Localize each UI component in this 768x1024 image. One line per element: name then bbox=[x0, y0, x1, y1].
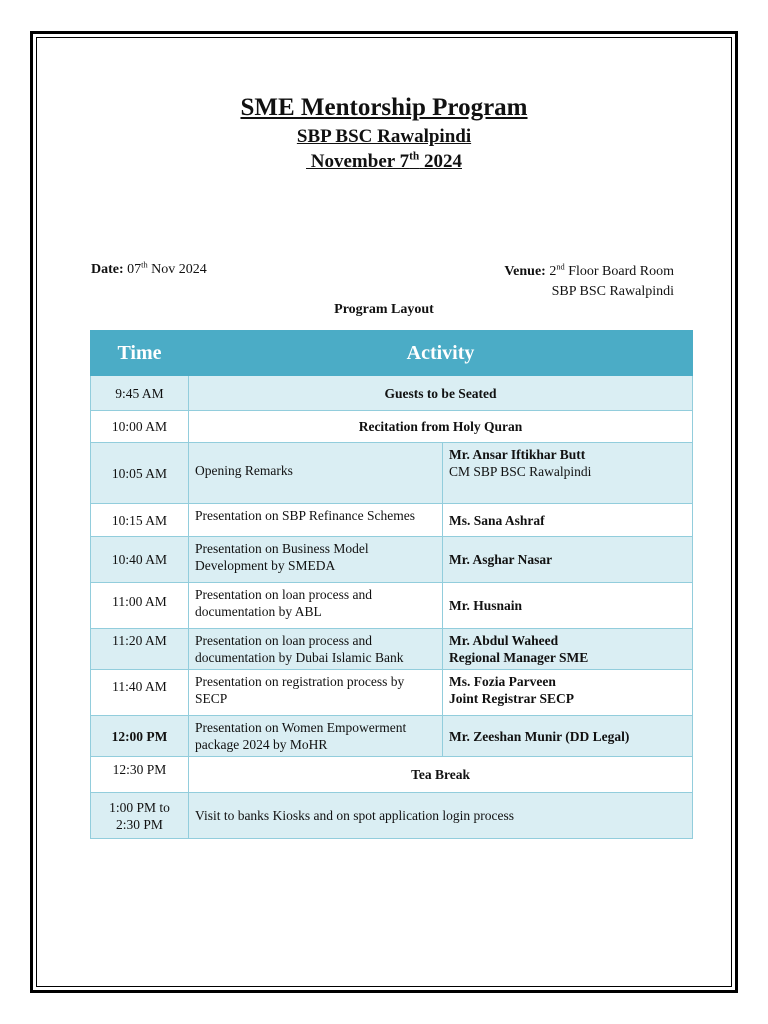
date-line bbox=[91, 262, 207, 278]
program-date bbox=[0, 149, 768, 174]
program-date-suffix: th bbox=[409, 150, 420, 163]
venue-line-1 bbox=[504, 262, 674, 282]
row-speaker: Mr. Zeeshan Munir (DD Legal) bbox=[443, 716, 693, 757]
row-time: 10:00 AM bbox=[91, 411, 189, 443]
row-activity: Opening Remarks bbox=[189, 443, 443, 504]
row-time: 11:00 AM bbox=[91, 583, 189, 629]
speaker-name: Ms. Fozia Parveen bbox=[449, 674, 556, 689]
row-activity: Presentation on Women Empowerment package 2024 by MoHR bbox=[189, 716, 443, 757]
row-time: 12:30 PM bbox=[91, 757, 189, 793]
program-layout-heading: Program Layout bbox=[334, 302, 434, 317]
venue-floor: 2 bbox=[545, 264, 557, 279]
row-speaker: Mr. Asghar Nasar bbox=[443, 537, 693, 583]
venue-room: Floor Board Room bbox=[564, 264, 674, 279]
venue-floor-sup: nd bbox=[556, 262, 565, 272]
speaker-name: Mr. Abdul Waheed bbox=[449, 633, 559, 648]
speaker-name: Mr. Ansar Iftikhar Butt bbox=[449, 447, 586, 462]
table-row bbox=[91, 793, 693, 839]
row-activity: Presentation on loan process and documentation by ABL bbox=[189, 583, 443, 629]
program-date-day: November 7 bbox=[306, 151, 410, 172]
venue-label: Venue: bbox=[504, 264, 546, 279]
program-date-year: 2024 bbox=[419, 151, 462, 172]
row-activity: Presentation on loan process and documentation by Dubai Islamic Bank bbox=[189, 629, 443, 670]
header-time: Time bbox=[91, 331, 189, 376]
table-row bbox=[91, 757, 693, 793]
program-subtitle: SBP BSC Rawalpindi bbox=[296, 126, 472, 147]
row-time: 10:40 AM bbox=[91, 537, 189, 583]
row-speaker bbox=[443, 670, 693, 716]
row-speaker bbox=[443, 629, 693, 670]
title-block bbox=[0, 92, 768, 174]
row-time: 11:20 AM bbox=[91, 629, 189, 670]
speaker-role: CM SBP BSC Rawalpindi bbox=[449, 464, 592, 479]
row-time: 10:15 AM bbox=[91, 504, 189, 537]
row-time: 10:05 AM bbox=[91, 443, 189, 504]
table-row bbox=[91, 716, 693, 757]
table-row bbox=[91, 583, 693, 629]
row-time: 12:00 PM bbox=[91, 716, 189, 757]
row-speaker: Mr. Husnain bbox=[443, 583, 693, 629]
row-activity: Visit to banks Kiosks and on spot application login process bbox=[189, 793, 693, 839]
date-value-month: Nov 2024 bbox=[147, 262, 207, 277]
row-activity: Presentation on registration process by SECP bbox=[189, 670, 443, 716]
program-table bbox=[90, 330, 693, 839]
row-time: 11:40 AM bbox=[91, 670, 189, 716]
date-value-day: 07 bbox=[123, 262, 142, 277]
table-row bbox=[91, 411, 693, 443]
row-speaker bbox=[443, 443, 693, 504]
program-title: SME Mentorship Program bbox=[240, 94, 528, 121]
table-row bbox=[91, 670, 693, 716]
row-activity: Presentation on SBP Refinance Schemes bbox=[189, 504, 443, 537]
row-activity: Recitation from Holy Quran bbox=[189, 411, 693, 443]
speaker-role: Regional Manager SME bbox=[449, 650, 589, 665]
venue-line-2: SBP BSC Rawalpindi bbox=[551, 284, 674, 299]
row-activity: Presentation on Business Model Development by SMEDA bbox=[189, 537, 443, 583]
row-time: 1:00 PM to 2:30 PM bbox=[91, 793, 189, 839]
table-row bbox=[91, 443, 693, 504]
header-activity: Activity bbox=[189, 331, 693, 376]
table-row bbox=[91, 537, 693, 583]
venue-block bbox=[504, 262, 674, 302]
row-activity: Tea Break bbox=[189, 757, 693, 793]
row-speaker: Ms. Sana Ashraf bbox=[443, 504, 693, 537]
row-time: 9:45 AM bbox=[91, 376, 189, 411]
table-header-row bbox=[91, 331, 693, 376]
date-value-sup: th bbox=[141, 260, 148, 270]
table-row bbox=[91, 504, 693, 537]
speaker-role: Joint Registrar SECP bbox=[449, 691, 574, 706]
table-row bbox=[91, 376, 693, 411]
table-row bbox=[91, 629, 693, 670]
date-label: Date: bbox=[91, 262, 124, 277]
row-activity: Guests to be Seated bbox=[189, 376, 693, 411]
